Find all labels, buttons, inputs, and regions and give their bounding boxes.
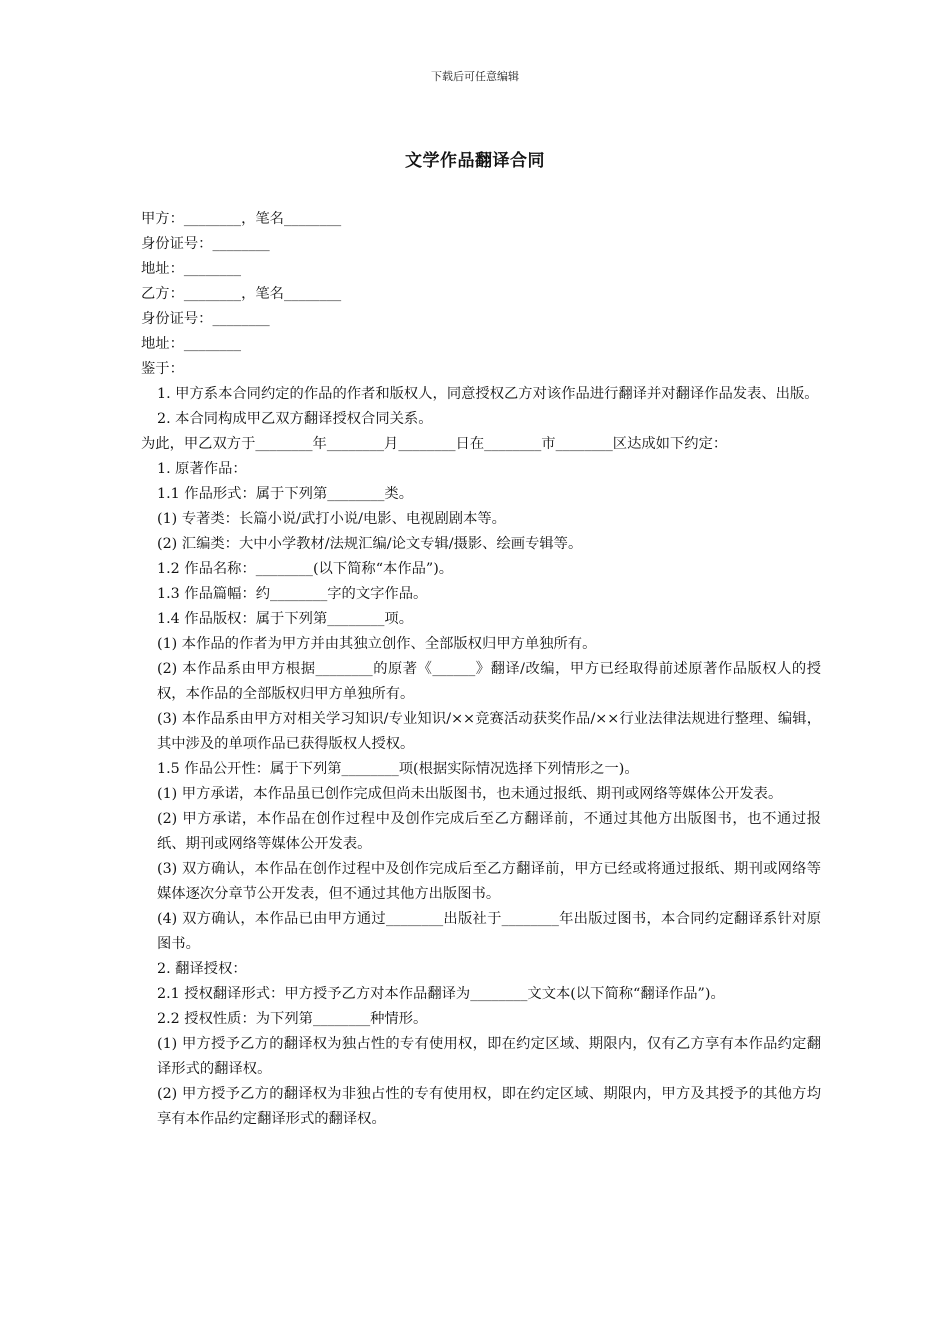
party-a-address-line: 地址：________ bbox=[141, 261, 242, 277]
whereas-heading: 鉴于： bbox=[141, 361, 184, 377]
clause: (2) 甲方授予乙方的翻译权为非独占性的专有使用权，即在约定区域、期限内，甲方及其授予的其他方均享有本作品约定翻译形式的翻译权。 bbox=[157, 1086, 821, 1127]
clause: (3) 本作品系由甲方对相关学习知识/专业知识/××竞赛活动获奖作品/××行业法律法规进行整理、编辑，其中涉及的单项作品已获得版权人授权。 bbox=[157, 711, 821, 752]
party-a-id-line: 身份证号：________ bbox=[141, 236, 270, 252]
document-title: 文学作品翻译合同 bbox=[405, 151, 545, 171]
clause: 1.4 作品版权：属于下列第________项。 bbox=[157, 611, 414, 627]
clause: 1.3 作品篇幅：约________字的文字作品。 bbox=[157, 586, 428, 602]
clause: (4) 双方确认，本作品已由甲方通过________出版社于________年出版过图书，本合同约定翻译系针对原图书。 bbox=[157, 911, 821, 952]
clause: (2) 甲方承诺，本作品在创作过程中及创作完成后至乙方翻译前，不通过其他方出版图书，也不通过报纸、期刊或网络等媒体公开发表。 bbox=[157, 811, 821, 852]
party-b-address-line: 地址：________ bbox=[141, 336, 242, 352]
party-b-line: 乙方：________，笔名________ bbox=[141, 286, 342, 302]
clause: (2) 汇编类：大中小学教材/法规汇编/论文专辑/摄影、绘画专辑等。 bbox=[157, 536, 583, 552]
clause: 1.1 作品形式：属于下列第________类。 bbox=[157, 486, 414, 502]
clause: (1) 甲方承诺，本作品虽已创作完成但尚未出版图书，也未通过报纸、期刊或网络等媒体公开发表。 bbox=[157, 786, 783, 802]
clause: 2.1 授权翻译形式：甲方授予乙方对本作品翻译为________文文本(以下简称“翻译作品”)。 bbox=[157, 986, 725, 1002]
clause: 1.5 作品公开性：属于下列第________项(根据实际情况选择下列情形之一)。 bbox=[157, 761, 639, 777]
clause: (1) 本作品的作者为甲方并由其独立创作、全部版权归甲方单独所有。 bbox=[157, 636, 597, 652]
whereas-clause-1: 1. 甲方系本合同约定的作品的作者和版权人，同意授权乙方对该作品进行翻译并对翻译作品发表、出版。 bbox=[157, 386, 819, 402]
party-a-line: 甲方：________，笔名________ bbox=[141, 211, 342, 227]
whereas-clause-2: 2. 本合同构成甲乙双方翻译授权合同关系。 bbox=[157, 411, 433, 427]
section-heading: 2. 翻译授权： bbox=[157, 961, 247, 977]
header-note: 下载后可任意编辑 bbox=[431, 70, 519, 83]
clause: 2.2 授权性质：为下列第________种情形。 bbox=[157, 1011, 428, 1027]
party-b-id-line: 身份证号：________ bbox=[141, 311, 270, 327]
contract-body bbox=[141, 207, 821, 1132]
clause: (1) 甲方授予乙方的翻译权为独占性的专有使用权，即在约定区域、期限内，仅有乙方享有本作品约定翻译形式的翻译权。 bbox=[157, 1036, 821, 1077]
clause: (2) 本作品系由甲方根据________的原著《______》翻译/改编，甲方已经取得前述原著作品版权人的授权，本作品的全部版权归甲方单独所有。 bbox=[157, 661, 821, 702]
agreement-intro: 为此，甲乙双方于________年________月________日在________市________区达成如下约定： bbox=[141, 436, 728, 452]
clause: 1.2 作品名称：________(以下简称“本作品”)。 bbox=[157, 561, 454, 577]
clause: (3) 双方确认，本作品在创作过程中及创作完成后至乙方翻译前，甲方已经或将通过报纸、期刊或网络等媒体逐次分章节公开发表，但不通过其他方出版图书。 bbox=[157, 861, 821, 902]
clause: (1) 专著类：长篇小说/武打小说/电影、电视剧剧本等。 bbox=[157, 511, 506, 527]
section-heading: 1. 原著作品： bbox=[157, 461, 247, 477]
